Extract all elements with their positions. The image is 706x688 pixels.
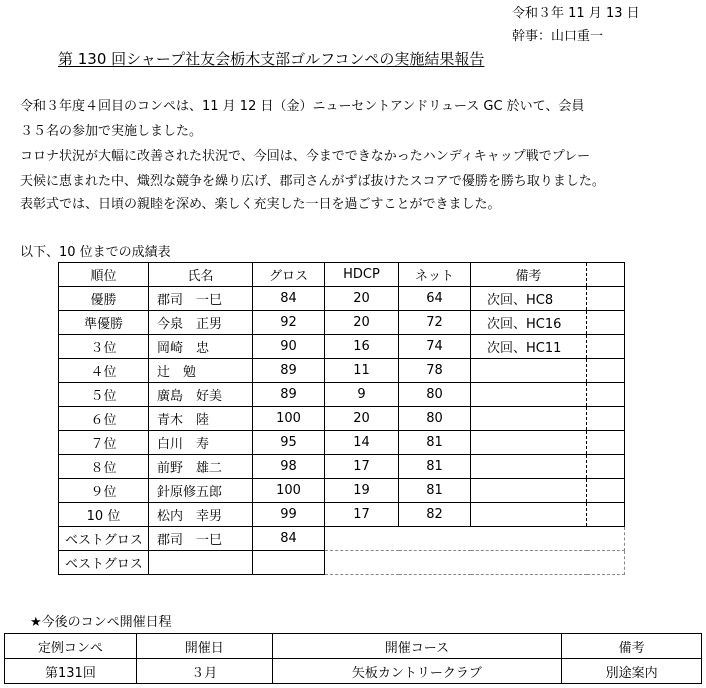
name-cell: 針原修五郎 (149, 479, 253, 503)
star-icon: ★ (30, 615, 42, 630)
schedule-row (5, 659, 702, 684)
note-cell (471, 359, 587, 383)
header-name: 氏名 (149, 263, 253, 287)
hdcp-cell: 16 (325, 335, 399, 359)
gross-cell: 90 (253, 335, 325, 359)
rank-cell: ３位 (59, 335, 149, 359)
name-cell: 今泉 正男 (149, 311, 253, 335)
results-body (59, 287, 625, 527)
schedule-heading-text: 今後のコンペ開催日程 (41, 615, 172, 630)
net-cell: 82 (399, 503, 471, 527)
net-cell: 72 (399, 311, 471, 335)
best-gross-label: ベストグロス (59, 551, 149, 575)
net-cell: 80 (399, 383, 471, 407)
schedule-heading (30, 611, 172, 630)
header-note: 備考 (471, 263, 587, 287)
result-row (59, 383, 625, 407)
result-row (59, 503, 625, 527)
gross-cell: 100 (253, 479, 325, 503)
note-cell (471, 455, 587, 479)
rank-cell: ４位 (59, 359, 149, 383)
report-author: 幹事：山口重一 (512, 29, 604, 44)
result-row (59, 431, 625, 455)
name-cell: 辻 勉 (149, 359, 253, 383)
best-gross-score: 84 (253, 527, 325, 551)
note-cell: 次回、HC8 (471, 287, 587, 311)
best-gross-row (59, 551, 625, 575)
schedule-course: 矢板カントリークラブ (272, 659, 562, 684)
name-cell: 白川 寿 (149, 431, 253, 455)
gross-cell: 84 (253, 287, 325, 311)
hdcp-cell: 11 (325, 359, 399, 383)
hdcp-cell: 17 (325, 455, 399, 479)
paragraph-3: コロナ状況が大幅に改善された状況で、今回は、今までできなかったハンディキャップ戦でプレー (20, 149, 591, 164)
schedule-date: ３月 (136, 659, 272, 684)
paragraph-5: 表彰式では、日頃の親睦を深め、楽しく充実した一日を過ごすことができました。 (20, 197, 501, 212)
rank-cell: ６位 (59, 407, 149, 431)
extra-cell (587, 287, 625, 311)
hdcp-cell: 20 (325, 287, 399, 311)
result-row (59, 359, 625, 383)
header-hdcp: HDCP (325, 263, 399, 287)
best-gross-name (149, 551, 253, 575)
rank-cell: ７位 (59, 431, 149, 455)
result-row (59, 455, 625, 479)
rank-cell: ８位 (59, 455, 149, 479)
schedule-header-event: 定例コンペ (5, 634, 137, 659)
gross-cell: 98 (253, 455, 325, 479)
extra-cell (587, 335, 625, 359)
name-cell: 郡司 一巳 (149, 287, 253, 311)
header-extra-cell (587, 263, 625, 287)
schedule-table (4, 633, 702, 684)
name-cell: 松内 幸男 (149, 503, 253, 527)
name-cell: 廣島 好美 (149, 383, 253, 407)
rank-cell: 10 位 (59, 503, 149, 527)
report-date: 令和３年 11 月 13 日 (512, 6, 640, 21)
gross-cell: 89 (253, 359, 325, 383)
report-title: 第 130 回シャープ社友会栃木支部ゴルフコンペの実施結果報告 (58, 50, 485, 68)
extra-cell (587, 431, 625, 455)
note-cell: 次回、HC11 (471, 335, 587, 359)
gross-cell: 95 (253, 431, 325, 455)
hdcp-cell: 20 (325, 311, 399, 335)
result-row (59, 335, 625, 359)
hdcp-cell: 17 (325, 503, 399, 527)
rank-cell: ９位 (59, 479, 149, 503)
header-net: ネット (399, 263, 471, 287)
note-cell (471, 479, 587, 503)
schedule-header-note: 備考 (562, 634, 702, 659)
best-gross-row (59, 527, 625, 551)
note-cell (471, 503, 587, 527)
hdcp-cell: 9 (325, 383, 399, 407)
best-gross-blank (325, 527, 625, 551)
note-cell (471, 407, 587, 431)
extra-cell (587, 311, 625, 335)
header-gross: グロス (253, 263, 325, 287)
results-heading: 以下、10 位までの成績表 (20, 245, 171, 260)
hdcp-cell: 19 (325, 479, 399, 503)
net-cell: 80 (399, 407, 471, 431)
name-cell: 青木 陸 (149, 407, 253, 431)
paragraph-4: 天候に恵まれた中、熾烈な競争を繰り広げ、郡司さんがずば抜けたスコアで優勝を勝ち取りました。 (20, 174, 605, 189)
extra-cell (587, 383, 625, 407)
result-row (59, 311, 625, 335)
gross-cell: 89 (253, 383, 325, 407)
net-cell: 81 (399, 455, 471, 479)
net-cell: 74 (399, 335, 471, 359)
note-cell: 次回、HC16 (471, 311, 587, 335)
extra-cell (587, 359, 625, 383)
schedule-header-row (5, 634, 702, 659)
net-cell: 81 (399, 479, 471, 503)
header-rank: 順位 (59, 263, 149, 287)
result-row (59, 479, 625, 503)
extra-cell (587, 455, 625, 479)
schedule-event: 第131回 (5, 659, 137, 684)
hdcp-cell: 14 (325, 431, 399, 455)
net-cell: 81 (399, 431, 471, 455)
extra-cell (587, 479, 625, 503)
net-cell: 78 (399, 359, 471, 383)
schedule-header-course: 開催コース (272, 634, 562, 659)
result-row (59, 287, 625, 311)
results-header-row (59, 263, 625, 287)
name-cell: 岡崎 忠 (149, 335, 253, 359)
gross-cell: 99 (253, 503, 325, 527)
gross-cell: 92 (253, 311, 325, 335)
rank-cell: 準優勝 (59, 311, 149, 335)
name-cell: 前野 雄二 (149, 455, 253, 479)
result-row (59, 407, 625, 431)
best-gross-score (253, 551, 325, 575)
rank-cell: ５位 (59, 383, 149, 407)
hdcp-cell: 20 (325, 407, 399, 431)
net-cell: 64 (399, 287, 471, 311)
extra-cell (587, 407, 625, 431)
paragraph-2: ３５名の参加で実施しました。 (20, 124, 203, 139)
best-gross-name: 郡司 一巳 (149, 527, 253, 551)
paragraph-1: 令和３年度４回目のコンペは、11 月 12 日（金）ニューセントアンドリュース GC 於いて、会員 (20, 99, 585, 114)
schedule-note: 別途案内 (562, 659, 702, 684)
rank-cell: 優勝 (59, 287, 149, 311)
results-table (58, 262, 625, 575)
best-gross-label: ベストグロス (59, 527, 149, 551)
extra-cell (587, 503, 625, 527)
best-gross-blank (325, 551, 625, 575)
note-cell (471, 383, 587, 407)
gross-cell: 100 (253, 407, 325, 431)
schedule-header-date: 開催日 (136, 634, 272, 659)
note-cell (471, 431, 587, 455)
